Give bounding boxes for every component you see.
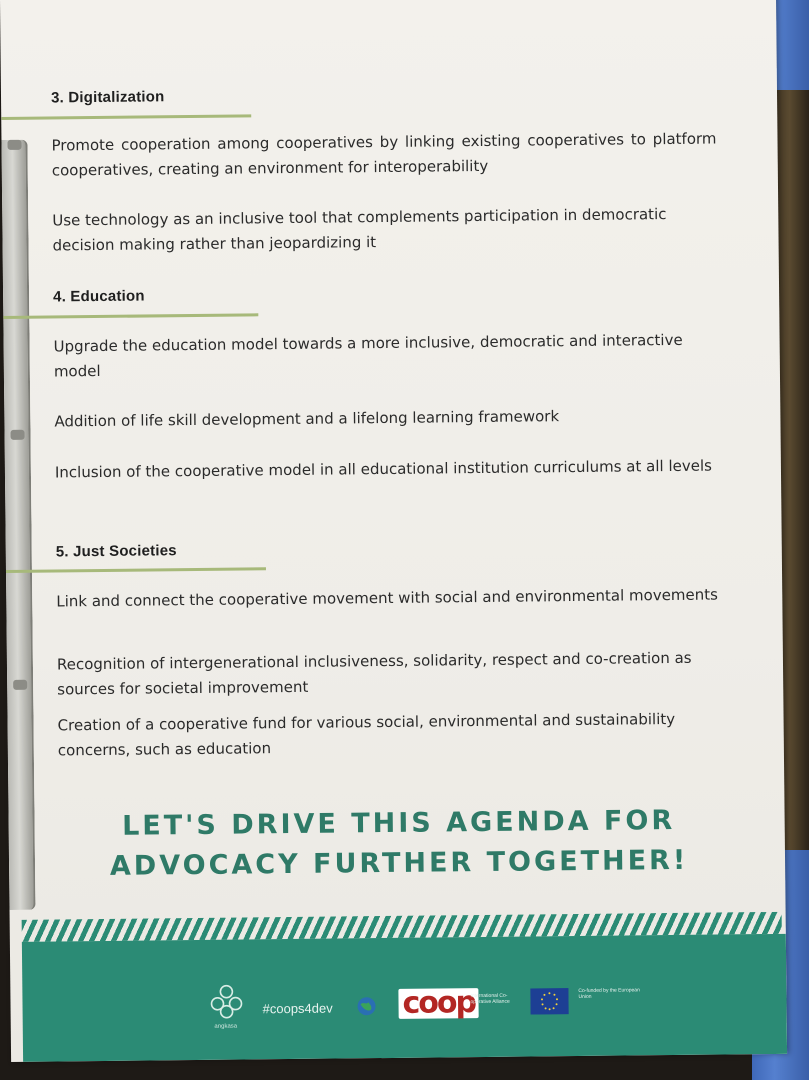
section-item: Addition of life skill development and a lifelong learning framework: [54, 407, 560, 431]
eu-flag-icon: [530, 988, 568, 1014]
section-rule: [6, 567, 266, 573]
section-item: Promote cooperation among cooperatives by linking existing cooperatives to platform cooperatives, creating an environment for interoperability: [51, 129, 717, 180]
binder-clip: [1, 140, 35, 910]
eu-cofunded-text: Co-funded by the European Union: [578, 987, 640, 1000]
cta-heading-line1: LET'S DRIVE THIS AGENDA FOR: [121, 804, 676, 842]
footer-band: [22, 934, 787, 1062]
section-title: 3. Digitalization: [50, 88, 165, 107]
section-item: Recognition of intergenerational inclusiveness, solidarity, respect and co-creation as sources for societal improvement: [56, 648, 692, 699]
flower-logo-text: angkasa: [214, 1023, 238, 1030]
binder-ring: [13, 680, 27, 690]
section-title: 4. Education: [53, 287, 145, 306]
ica-text: International Co-operative Alliance: [470, 992, 510, 1006]
section-rule: [1, 114, 251, 120]
section-item: Upgrade the education model towards a more inclusive, democratic and interactive model: [53, 330, 683, 381]
coop-logo: coop: [398, 988, 479, 1019]
section-title: 5. Just Societies: [55, 542, 177, 561]
globe-icon: [356, 996, 376, 1016]
flower-logo-icon: [208, 983, 244, 1019]
section-item: Creation of a cooperative fund for various social, environmental and sustainability concerns, such as education: [57, 709, 676, 760]
binder-ring: [7, 140, 21, 150]
section-item: Use technology as an inclusive tool that complements participation in democratic decision making rather than jeopardizing it: [52, 205, 667, 255]
section-item: Inclusion of the cooperative model in all educational institution curriculums at all levels: [54, 456, 712, 482]
hashtag-text: #coops4dev: [262, 1000, 333, 1017]
section-rule: [3, 313, 258, 319]
binder-ring: [11, 430, 25, 440]
section-item: Link and connect the cooperative movement with social and environmental movements: [56, 585, 719, 611]
cta-heading-line2: ADVOCACY FURTHER TOGETHER!: [109, 844, 689, 882]
